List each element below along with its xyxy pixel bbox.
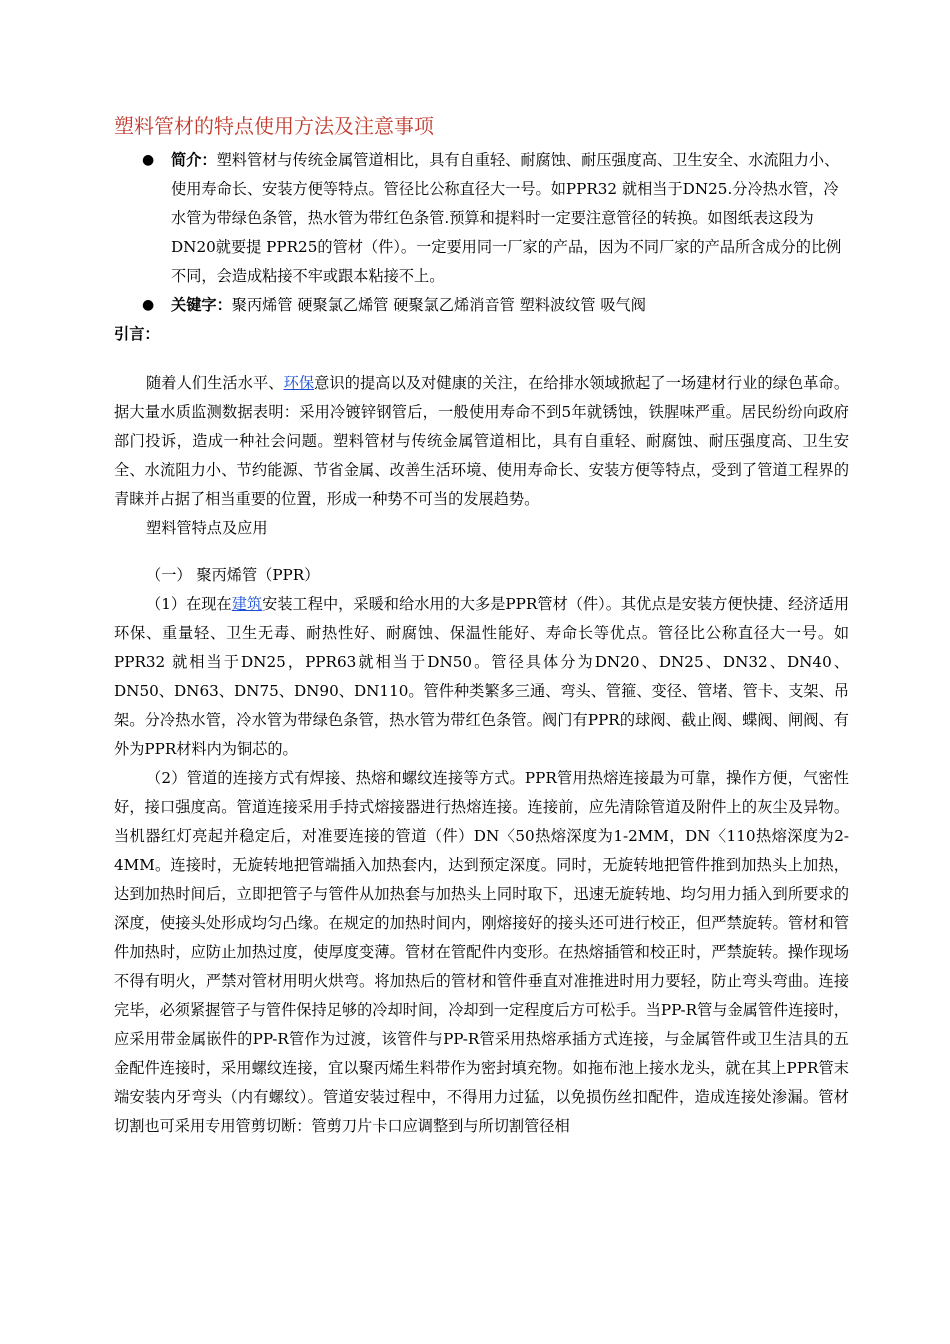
link-jianzhu[interactable]: 建筑 (231, 595, 263, 613)
keywords-item (114, 291, 849, 320)
intro-paragraph: 随着人们生活水平、环保意识的提高以及对健康的关注，在给排水领域掀起了一场建材行业的绿色革命。据大量水质监测数据表明：采用冷镀锌钢管后，一般使用寿命不到5年就锈蚀，铁腥味严重。居民纷纷向政府部门投诉，造成一种社会问题。塑料管材与传统金属管道相比，具有自重轻、耐腐蚀、耐压强度高、卫生安全、水流阻力小、节约能源、节省金属、改善生活环境、使用寿命长、安装方便等特点，受到了管道工程界的青睐并占据了相当重要的位置，形成一种势不可当的发展趋势。 (114, 374, 850, 508)
keywords-label: 关键字： (171, 296, 232, 314)
bullet-icon: ● (142, 152, 155, 168)
document-title: 塑料管材的特点使用方法及注意事项 (114, 114, 434, 138)
section-title: 塑料管特点及应用 (146, 519, 268, 537)
link-huanbao[interactable]: 环保 (283, 374, 315, 392)
keywords-text: 聚丙烯管 硬聚氯乙烯管 硬聚氯乙烯消音管 塑料波纹管 吸气阀 (231, 296, 646, 314)
paragraph-2: （2）管道的连接方式有焊接、热熔和螺纹连接等方式。PPR管用热熔连接最为可靠，操作方便，气密性好，接口强度高。管道连接采用手持式熔接器进行热熔连接。连接前，应先清除管道及附件上的灰尘及异物。当机器红灯亮起并稳定后，对准要连接的管道（件）DN〈50热熔深度为1-2MM，DN〈110热熔深度为2-4MM。连接时，无旋转地把管端插入加热套内，达到预定深度。同时，无旋转地把管件推到加热头上加热，达到加热时间后，立即把管子与管件从加热套与加热头上同时取下，迅速无旋转地、均匀用力插入到所要求的深度，使接头处形成均匀凸缘。在规定的加热时间内，刚熔接好的接头还可进行校正，但严禁旋转。管材和管件加热时，应防止加热过度，使厚度变薄。管材在管配件内变形。在热熔插管和校正时，严禁旋转。操作现场不得有明火，严禁对管材用明火烘弯。将加热后的管材和管件垂直对准推进时用力要轻，防止弯头弯曲。连接完毕，必须紧握管子与管件保持足够的冷却时间，冷却到一定程度后方可松手。当PP-R管与金属管件连接时，应采用带金属嵌件的PP-R管作为过渡，该管件与PP-R管采用热熔承插方式连接，与金属管件或卫生洁具的五金配件连接时，采用螺纹连接，宜以聚丙烯生料带作为密封填充物。如拖布池上接水龙头，就在其上PPR管末端安装内牙弯头（内有螺纹）。管道安装过程中，不得用力过猛，以免损伤丝扣配件，造成连接处渗漏。管材切割也可采用专用管剪切断：管剪刀片卡口应调整到与所切割管径相 (114, 769, 849, 1135)
bullet-icon: ● (142, 297, 155, 313)
document-page (114, 112, 849, 1141)
subsection-title: （一） 聚丙烯管（PPR） (146, 566, 320, 584)
summary-item (114, 146, 849, 291)
summary-text: 塑料管材与传统金属管道相比，具有自重轻、耐腐蚀、耐压强度高、卫生安全、水流阻力小、使用寿命长、安装方便等特点。管径比公称直径大一号。如PPR32 就相当于DN25.分冷热水管，冷水管为带绿色条管，热水管为带红色条管.预算和提料时一定要注意管径的转换。如图纸表这段为DN20就要提 PPR25的管材（件）。一定要用同一厂家的产品，因为不同厂家的产品所含成分的比例不同，会造成粘接不牢或跟本粘接不上。 (171, 151, 842, 285)
summary-label: 简介： (171, 151, 217, 169)
paragraph-1: （1）在现在建筑安装工程中，采暖和给水用的大多是PPR管材（件）。其优点是安装方便快捷、经济适用环保、重量轻、卫生无毒、耐热性好、耐腐蚀、保温性能好、寿命长等优点。管径比公称直径大一号。如PPR32 就相当于DN25，PPR63就相当于DN50。管径具体分为DN20、DN25、DN32、DN40、DN50、DN63、DN75、DN90、DN110。管件种类繁多三通、弯头、管箍、变径、管堵、管卡、支架、吊架。分冷热水管，冷水管为带绿色条管，热水管为带红色条管。阀门有PPR的球阀、截止阀、蝶阀、闸阀、有外为PPR材料内为铜芯的。 (114, 595, 850, 758)
summary-list (114, 146, 849, 320)
intro-heading: 引言： (114, 325, 160, 343)
